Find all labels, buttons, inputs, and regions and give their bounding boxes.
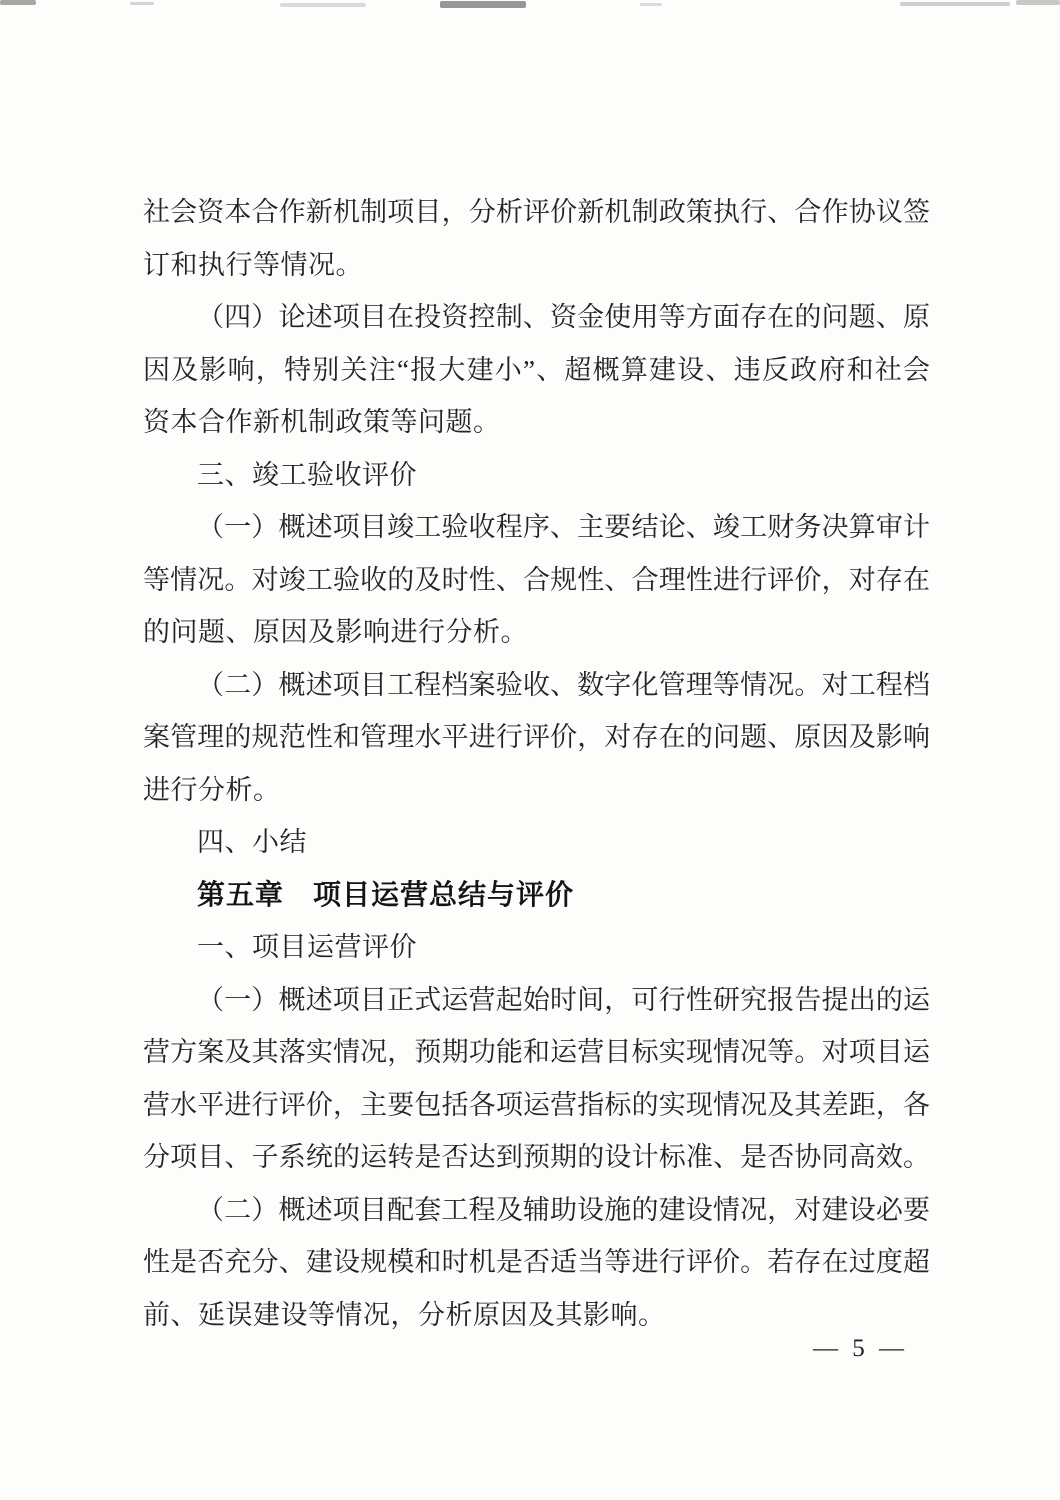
text-line-2: 订和执行等情况。 — [143, 249, 363, 280]
text-line-4: 因及影响，特别关注“报大建小”、超概算建设、违反政府和社会 — [143, 354, 930, 385]
text-line-11: 案管理的规范性和管理水平进行评价，对存在的问题、原因及影响 — [143, 722, 930, 752]
text-line-22: 前、延误建设等情况，分析原因及其影响。 — [143, 1299, 666, 1330]
text-line-16: （一）概述项目正式运营起始时间，可行性研究报告提出的运 — [197, 984, 930, 1015]
text-line-3: （四）论述项目在投资控制、资金使用等方面存在的问题、原 — [197, 302, 930, 332]
text-line-9: 的问题、原因及影响进行分析。 — [143, 617, 528, 647]
text-line-10: （二）概述项目工程档案验收、数字化管理等情况。对工程档 — [197, 669, 930, 700]
scan-artifact — [440, 1, 526, 8]
text-line-21: 性是否充分、建设规模和时机是否适当等进行评价。若存在过度超 — [143, 1247, 930, 1277]
text-line-17: 营方案及其落实情况，预期功能和运营目标实现情况等。对项目运 — [143, 1037, 930, 1067]
text-line-5: 资本合作新机制政策等问题。 — [143, 407, 501, 437]
scan-artifact — [640, 3, 662, 6]
text-line-18: 营水平进行评价，主要包括各项运营指标的实现情况及其差距，各 — [143, 1089, 930, 1120]
text-line-13: 四、小结 — [197, 827, 307, 857]
text-line-12: 进行分析。 — [143, 774, 281, 805]
scan-artifact — [900, 2, 1010, 6]
text-line-1: 社会资本合作新机制项目，分析评价新机制政策执行、合作协议签 — [143, 197, 930, 227]
text-line-19: 分项目、子系统的运转是否达到预期的设计标准、是否协同高效。 — [143, 1142, 930, 1172]
text-line-6: 三、竣工验收评价 — [197, 459, 417, 490]
page-number: — 5 — — [813, 1335, 908, 1362]
text-line-20: （二）概述项目配套工程及辅助设施的建设情况，对建设必要 — [197, 1194, 930, 1225]
scan-artifact — [280, 3, 366, 7]
scan-artifact — [0, 0, 36, 5]
scan-artifact — [130, 2, 154, 5]
text-block — [143, 186, 930, 1341]
text-line-8: 等情况。对竣工验收的及时性、合规性、合理性进行评价，对存在 — [143, 564, 930, 595]
text-line-7: （一）概述项目竣工验收程序、主要结论、竣工财务决算审计 — [197, 512, 930, 542]
scan-artifact — [1016, 0, 1060, 5]
text-line-15: 一、项目运营评价 — [197, 932, 417, 962]
text-line-14: 第五章 项目运营总结与评价 — [197, 878, 575, 910]
